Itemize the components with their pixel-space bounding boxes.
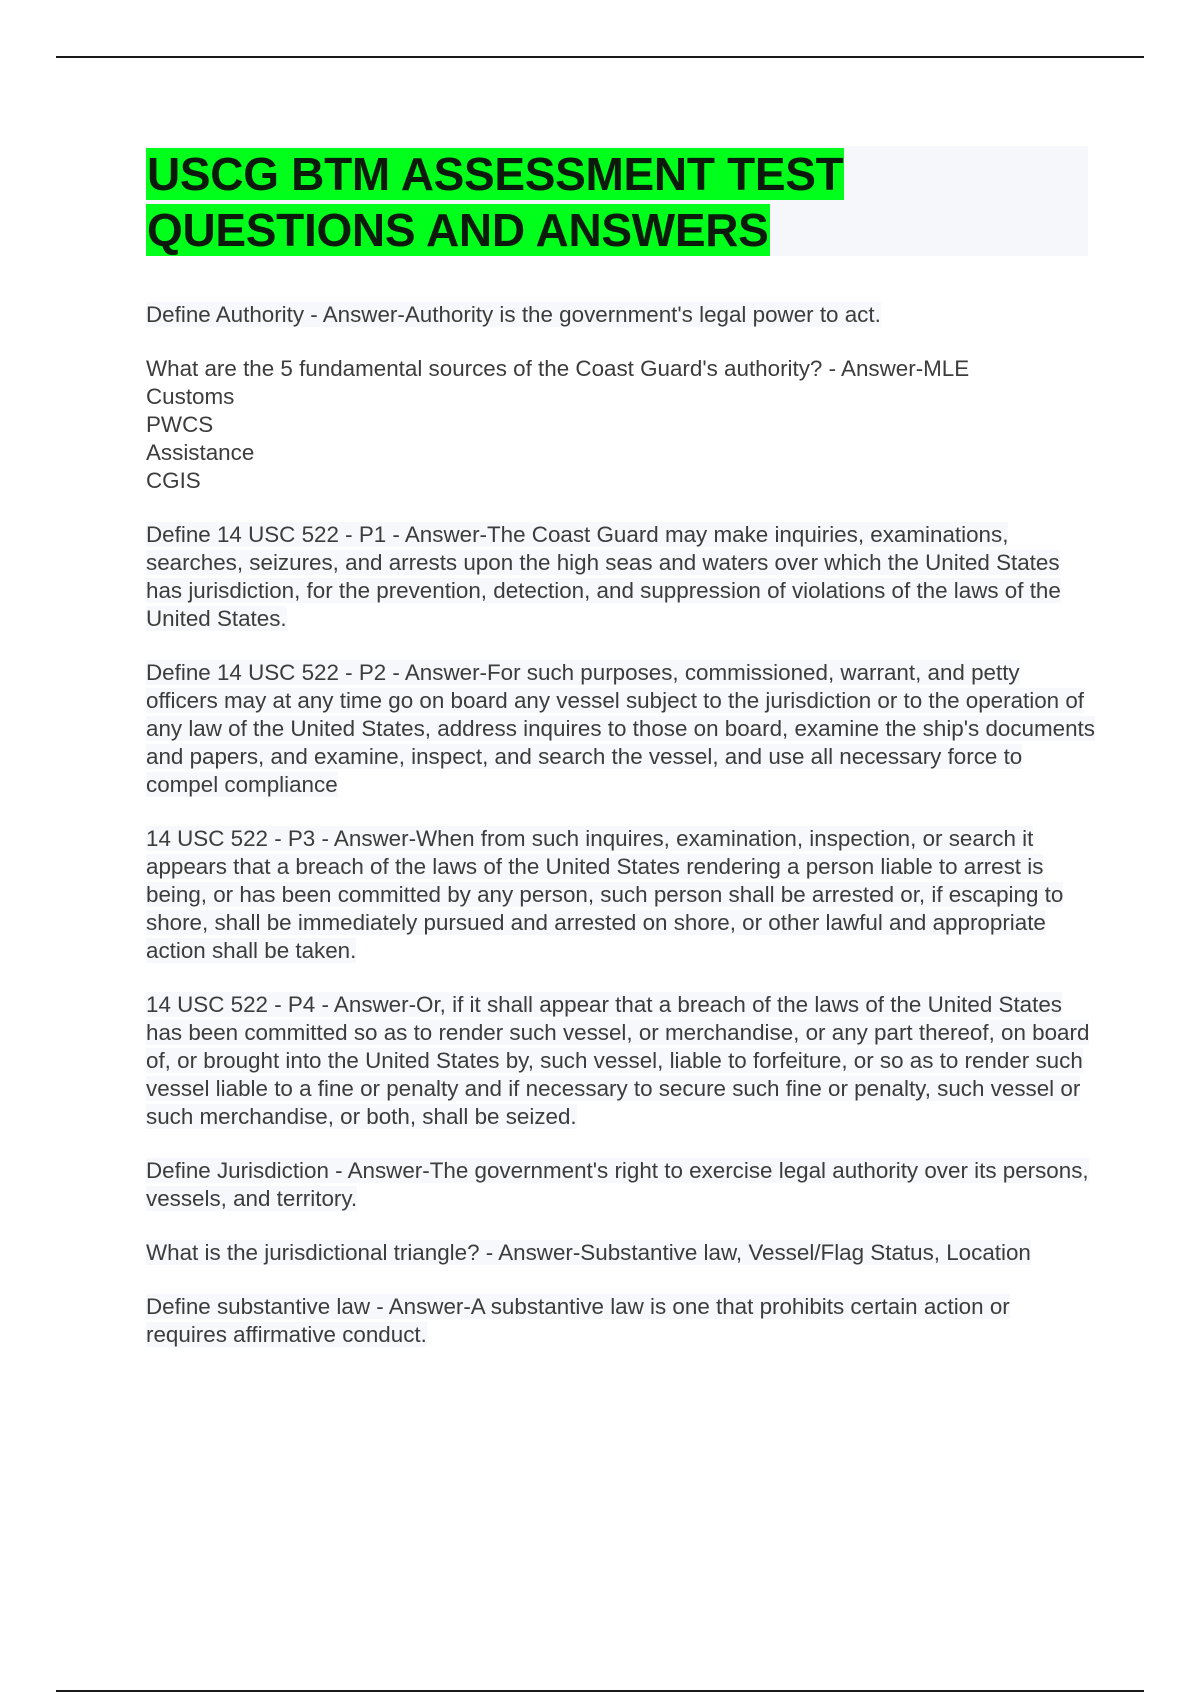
qa-text: What is the jurisdictional triangle? - Answer-Substantive law, Vessel/Flag Status, Location <box>146 1240 1031 1265</box>
qa-text: Define Jurisdiction - Answer-The government's right to exercise legal authority over its persons, vessels, and territory. <box>146 1158 1089 1211</box>
qa-entry-triangle <box>146 1239 1096 1267</box>
qa-entry-substantive-law <box>146 1293 1096 1349</box>
qa-entry-jurisdiction <box>146 1157 1096 1213</box>
qa-list-line: CGIS <box>146 468 201 493</box>
qa-text: Define Authority - Answer-Authority is the government's legal power to act. <box>146 302 881 327</box>
qa-entry-usc522-p2 <box>146 659 1096 799</box>
qa-list-line: PWCS <box>146 412 214 437</box>
title-line-1: USCG BTM ASSESSMENT TEST <box>147 148 844 200</box>
qa-entry-usc522-p4 <box>146 991 1096 1131</box>
qa-list-line: Assistance <box>146 440 255 465</box>
qa-text: Define 14 USC 522 - P2 - Answer-For such purposes, commissioned, warrant, and petty officers may at any time go on board any vessel subject to the jurisdiction or to the operation of any law of the United States, address inquires to those on board, examine the ship's documents and papers, and examine, inspect, and search the vessel, and use all necessary force to compel compliance <box>146 660 1095 797</box>
qa-entry-sources <box>146 355 1096 495</box>
title-block <box>146 146 1088 256</box>
qa-list-line: Customs <box>146 384 235 409</box>
qa-text: What are the 5 fundamental sources of the Coast Guard's authority? - Answer-MLE <box>146 356 970 381</box>
qa-text: 14 USC 522 - P4 - Answer-Or, if it shall appear that a breach of the laws of the United States has been committed so as to render such vessel, or merchandise, or any part thereof, on board of, or brought into the United States by, such vessel, liable to forfeiture, or so as to render such vessel liable to a fine or penalty and if necessary to secure such fine or penalty, such vessel or such merchandise, or both, shall be seized. <box>146 992 1090 1129</box>
qa-list <box>146 301 1096 1375</box>
qa-text: Define 14 USC 522 - P1 - Answer-The Coast Guard may make inquiries, examinations, searches, seizures, and arrests upon the high seas and waters over which the United States has jurisdiction, for the prevention, detection, and suppression of violations of the laws of the United States. <box>146 522 1061 631</box>
qa-text: Define substantive law - Answer-A substantive law is one that prohibits certain action or requires affirmative conduct. <box>146 1294 1010 1347</box>
qa-entry-usc522-p1 <box>146 521 1096 633</box>
qa-entry-usc522-p3 <box>146 825 1096 965</box>
qa-entry-authority <box>146 301 1096 329</box>
top-rule <box>56 56 1144 58</box>
title-line-2: QUESTIONS AND ANSWERS <box>147 204 769 256</box>
bottom-rule <box>56 1690 1144 1692</box>
page-title <box>146 146 1088 258</box>
qa-text: 14 USC 522 - P3 - Answer-When from such inquires, examination, inspection, or search it appears that a breach of the laws of the United States rendering a person liable to arrest is being, or has been committed by any person, such person shall be arrested or, if escaping to shore, shall be immediately pursued and arrested on shore, or other lawful and appropriate action shall be taken. <box>146 826 1064 963</box>
